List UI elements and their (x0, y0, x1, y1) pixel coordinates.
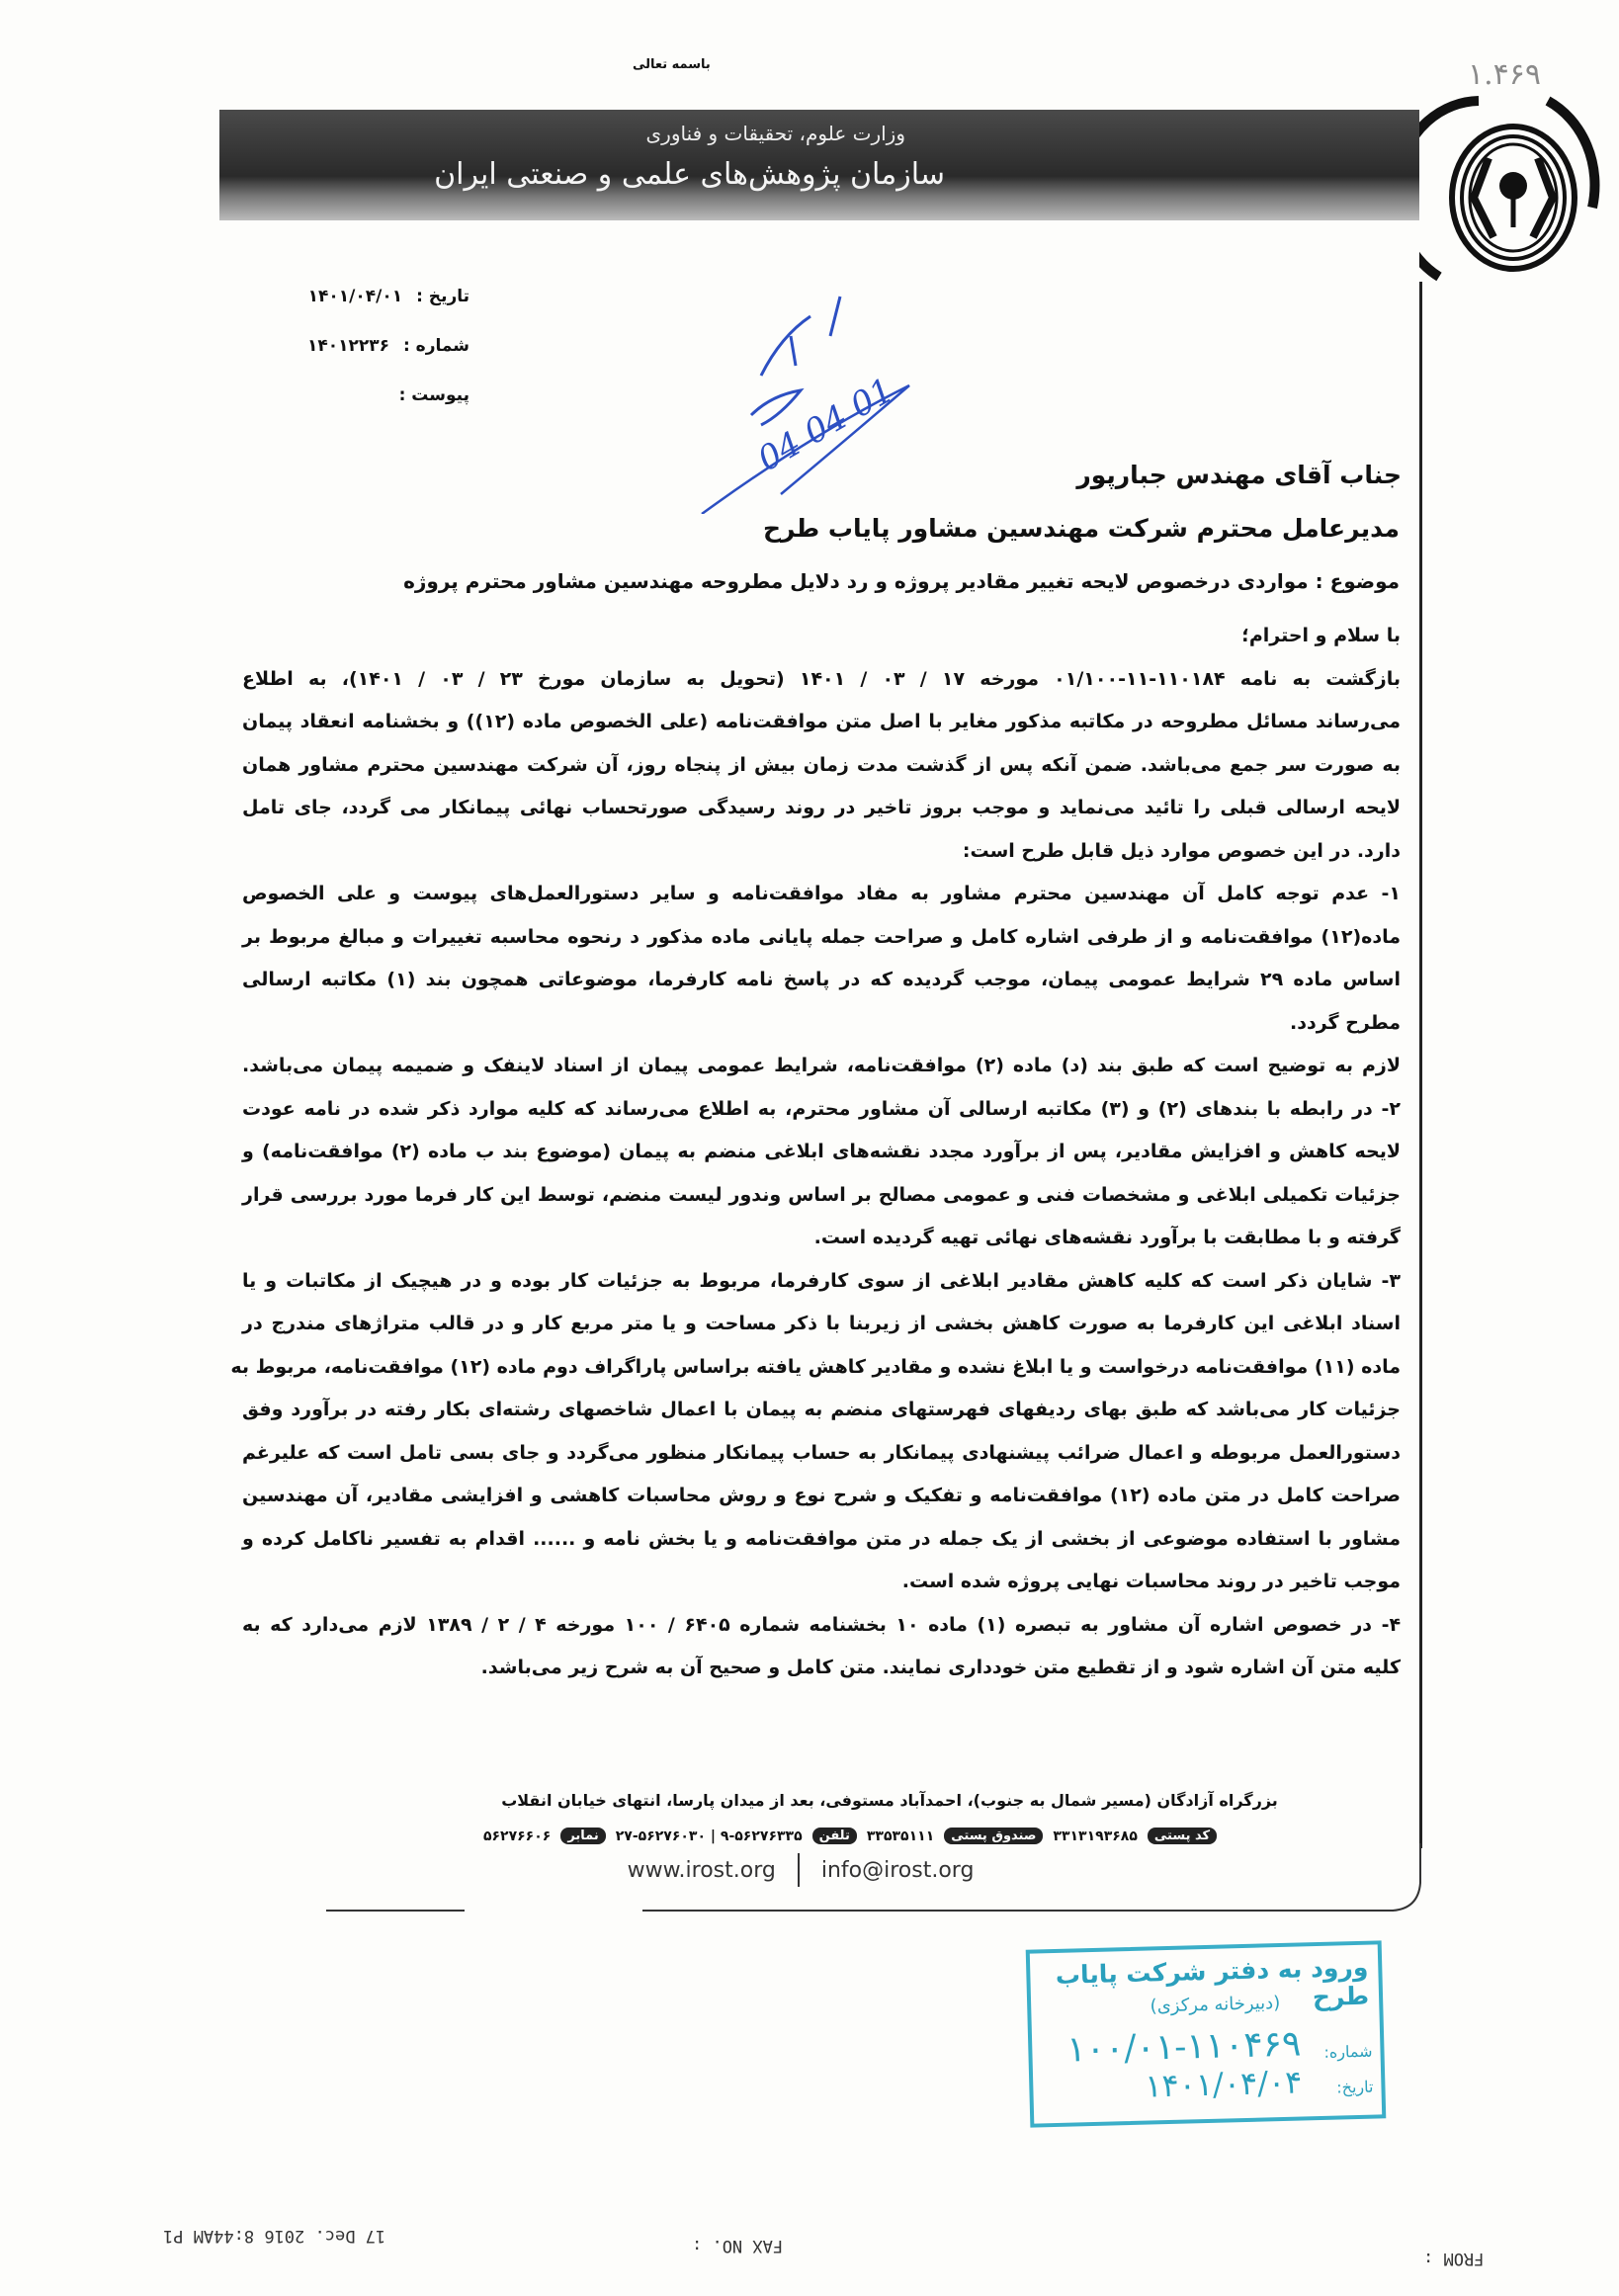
body-line: ماده(۱۲) موافقت‌نامه و از طرفی اشاره کامل و صراحت جمله پایانی ماده مذکور د رنحوه محاسبه تغییرات و مبالغ مربوط بر (242, 925, 1401, 948)
stamp-date-label: تاریخ: (1335, 2077, 1374, 2097)
body-line: لازم به توضیح است که طبق بند (د) ماده (۲) موافقت‌نامه، شرایط عمومی پیمان از اسناد لاینفک و ضمیمه پیمان می‌باشد. (242, 1055, 1401, 1076)
po-box-label: صندوق پستی (944, 1828, 1043, 1844)
paragraph (242, 658, 1401, 874)
letterhead-band (219, 110, 1419, 220)
body-line: موجب تاخیر در روند محاسبات نهایی پروژه شده است. (901, 1571, 1401, 1592)
fax-timestamp: 17 Dec. 2016 8:44AM P1 (163, 2226, 386, 2246)
number-label: شماره : (402, 336, 469, 356)
body-line: ۳- شایان ذکر است که کلیه کاهش مقادیر ابلاغی از سوی کارفرما، مربوط به جزئیات کار بوده و در هیچیک از مکاتبات و یا (242, 1269, 1401, 1292)
body-line: ۴- در خصوص اشاره آن مشاور به تبصره (۱) ماده ۱۰ بخشنامه شماره ۶۴۰۵ / ۱۰۰ مورخه ۴ / ۲ / ۱۳۸۹ لازم می‌دارد که به (242, 1613, 1402, 1636)
letter-number (297, 336, 469, 356)
attachment-label: پیوست : (398, 385, 469, 405)
stamp-date-value: ۱۴۰۱/۰۴/۰۴ (1144, 2063, 1303, 2105)
date-value: ۱۴۰۱/۰۴/۰۱ (307, 287, 403, 306)
footer-address: بزرگراه آزادگان (مسیر شمال به جنوب)، احمدآباد مستوفی، بعد از میدان پارسا، انتهای خیابان انقلاب (501, 1791, 1278, 1810)
paragraph (242, 1604, 1401, 1690)
letter-date (297, 287, 469, 306)
body-line: دستورالعمل مربوطه و اعمال ضرائب پیشنهادی پیمانکار به حساب پیمانکار منظور می‌گردد و جای بسی تامل است که علیرغم (242, 1441, 1401, 1464)
bismillah-heading: باسمه تعالی (633, 57, 711, 72)
stamp-number-value: ۱۰۰/۰۱-۱۱۰۴۶۹ (1065, 2023, 1302, 2071)
body-line: جزئیات کار می‌باشد که طبق بهای ردیفهای فهرستهای منضم به پیمان با اعمال شاخصهای رشته‌ای بکار رفته در برآورد وفق (242, 1399, 1401, 1420)
postal-code-label: کد پستی (1148, 1828, 1217, 1844)
body-line: ۲- در رابطه با بندهای (۲) و (۳) مکاتبه ارسالی آن مشاور محترم، به اطلاع می‌رساند که کلیه موارد ذکر شده در نامه عودت (242, 1097, 1401, 1120)
postal-code-value: ۳۳۱۳۱۹۳۶۸۵ (1053, 1828, 1138, 1844)
frame-border-bottom (326, 1910, 465, 1912)
date-label: تاریخ : (416, 287, 469, 306)
body-line: دارد. در این خصوص موارد ذیل قابل طرح است: (962, 839, 1401, 862)
fax-label: نمابر (560, 1828, 605, 1844)
organization-name: سازمان پژوهش‌های علمی و صنعتی ایران (434, 157, 945, 192)
irost-logo-icon (1419, 89, 1607, 287)
paragraph (242, 1045, 1401, 1088)
body-line: با سلام و احترام؛ (1241, 625, 1401, 646)
body-line: جزئیات تکمیلی ابلاغی و مشخصات فنی و عمومی مصالح بر اساس وندور لیست منضم، توسط این کار فرما مورد بررسی قرار (242, 1183, 1401, 1206)
website-link[interactable]: www.irost.org (627, 1857, 776, 1883)
stamp-number-label: شماره: (1323, 2041, 1373, 2062)
footer-web-contacts (465, 1853, 1137, 1887)
fax-from-label: FROM : (1423, 2249, 1485, 2268)
body-line: به صورت سر جمع می‌باشد. ضمن آنکه پس از گذشت مدت زمان بیش از پنجاه روز، آن شرکت مهندسین محترم مشاور همان (242, 753, 1401, 776)
body-line: ۱- عدم توجه کامل آن مهندسین محترم مشاور به مفاد موافقت‌نامه و سایر دستورالعمل‌های پیوست و علی الخصوص (242, 883, 1401, 904)
body-line: لایحه کاهش و افزایش مقادیر، پس از برآورد مجدد نقشه‌های ابلاغی منضم به پیمان (موضوع بند ب ماده (۲) موافقت‌نامه) و (242, 1141, 1401, 1162)
received-stamp (1026, 1940, 1387, 2127)
letter-body (230, 615, 1402, 1690)
number-value: ۱۴۰۱۲۲۳۶ (306, 336, 389, 356)
body-line: اسناد ابلاغی این کارفرما به صورت کاهش بخشی از زیربنا با ذکر مساحت و یا متر مربع کار و در قالب متراژهای مندرج در (242, 1313, 1401, 1334)
fax-value: ۵۶۲۷۶۶۰۶ (482, 1828, 552, 1844)
handwritten-reference-number: ۱.۴۶۹ (1468, 57, 1541, 92)
body-line: مطرح گردد. (1290, 1011, 1401, 1034)
addressee-name: جناب آقای مهندس جبارپور (1076, 461, 1402, 489)
letter-subject: موضوع : مواردی درخصوص لایحه تغییر مقادیر پروژه و رد دلایل مطروحه مهندسین مشاور محترم پروژه (403, 569, 1400, 593)
po-box-value: ۳۳۵۳۵۱۱۱ (866, 1828, 935, 1844)
body-line: کلیه متن آن اشاره شود و از تقطیع متن خودداری نمایند. متن کامل و صحیح آن به شرح زیر می‌باشد. (480, 1657, 1401, 1678)
letter-attachment (297, 385, 469, 405)
frame-corner (1389, 1843, 1428, 1913)
body-line: اساس ماده ۲۹ شرایط عمومی پیمان، موجب گردیده که در پاسخ نامه کارفرما، موضوعاتی همچون بند (۱) مکاتبه ارسالی (242, 969, 1401, 990)
frame-border-bottom (642, 1910, 1394, 1912)
email-link[interactable]: info@irost.org (820, 1857, 975, 1883)
divider (798, 1853, 800, 1887)
paragraph (242, 1088, 1401, 1260)
body-line: بازگشت به نامه ۱۱۰۱۸۴-۱۱-۰۱/۱۰۰ مورخه ۱۷ / ۰۳ / ۱۴۰۱ (تحویل به سازمان مورخ ۲۳ / ۰۳ / ۱۴۰۱)، به اطلاع (242, 667, 1401, 690)
fax-number-label: FAX NO. : (692, 2236, 784, 2255)
body-line: لایحه ارسالی قبلی را تائید می‌نماید و موجب بروز تاخیر در روند رسیدگی صورتحساب نهائی پیمانکار می گردد، جای تامل (242, 797, 1401, 818)
body-line: صراحت کامل در متن ماده (۱۲) موافقت‌نامه و تفکیک و شرح نوع و روش محاسبات کاهشی و افزایشی مقادیر، آن مهندسین (242, 1485, 1401, 1506)
frame-border-right (1419, 282, 1422, 1848)
paragraph (242, 873, 1401, 1045)
stamp-subtitle: (دبیرخانه مرکزی) (1150, 1993, 1281, 2017)
phone-label: تلفن (812, 1828, 857, 1844)
paragraph (242, 615, 1401, 658)
body-line: ماده (۱۱) موافقت‌نامه درخواست و یا ابلاغ نشده و مقادیر کاهش یافته براساس پاراگراف دوم ماده (۱۲) موافقت‌نامه، مربوط به (230, 1355, 1401, 1378)
phone-value: ۹-۵۶۲۷۶۳۳۵ | ۲۷-۵۶۲۷۶۰۳۰ (615, 1828, 803, 1844)
footer-contact-numbers (385, 1828, 1315, 1844)
stamp-title: ورود به دفتر شرکت پایاب طرح (1055, 1952, 1370, 2012)
body-line: مشاور با استفاده موضوعی از بخشی از یک جمله در متن موافقت‌نامه و یا بخش نامه و ...... اقدام به تفسیر ناکامل کرده و (242, 1527, 1401, 1550)
handwritten-date: 04 04 01 (751, 370, 901, 480)
body-line: می‌رساند مسائل مطروحه در مکاتبه مذکور مغایر با اصل متن موافقت‌نامه (علی الخصوص ماده (۱۲)) و بخشنامه انعقاد پیمان (242, 711, 1402, 732)
body-line: گرفته و با مطابقت با برآورد نقشه‌های نهائی تهیه گردیده است. (813, 1227, 1401, 1248)
addressee-title: مدیرعامل محترم شرکت مهندسین مشاور پایاب طرح (763, 514, 1400, 543)
ministry-name: وزارت علوم، تحقیقات و فناوری (645, 122, 905, 145)
paragraph (230, 1260, 1401, 1604)
